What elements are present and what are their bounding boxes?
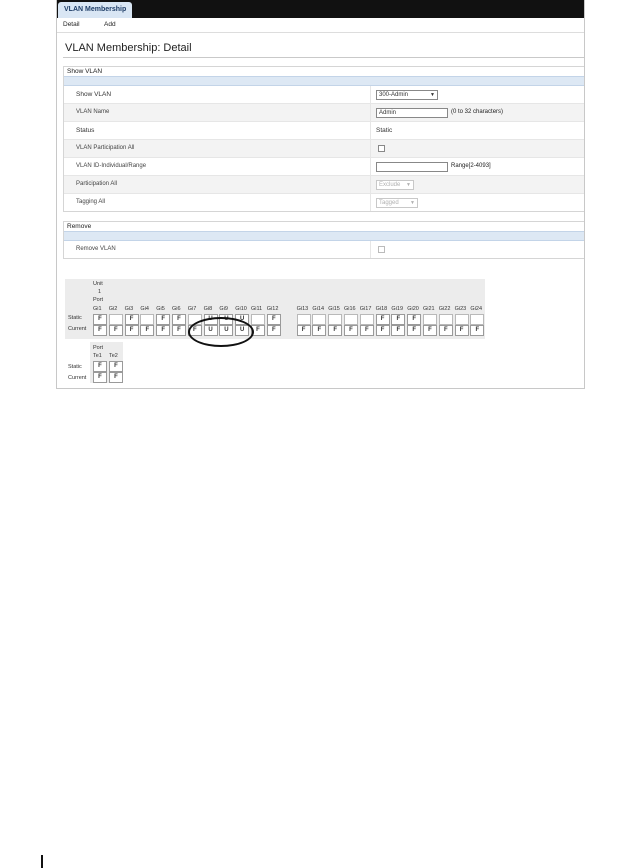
static-cell-gi23[interactable]: [455, 314, 469, 325]
port-name-gi18: Gi18: [375, 306, 388, 312]
static-cell-gi16[interactable]: [344, 314, 358, 325]
static-cell-gi4[interactable]: [140, 314, 154, 325]
static-cell-gi20[interactable]: F: [407, 314, 421, 325]
static-cell-gi1[interactable]: F: [93, 314, 107, 325]
port-name-gi8: Gi8: [203, 306, 213, 312]
subnav-detail[interactable]: Detail: [63, 21, 80, 28]
te-port-label: Port: [93, 345, 104, 351]
current-cell-gi9: U: [219, 325, 233, 336]
remove-header: Remove: [67, 223, 92, 230]
port-name-gi4: Gi4: [140, 306, 149, 312]
te-current-cell-te1: F: [93, 372, 107, 383]
row-status: [64, 122, 585, 140]
static-cell-gi15[interactable]: [328, 314, 342, 325]
show-vlan-label: Show VLAN: [76, 91, 112, 98]
current-cell-gi3: F: [125, 325, 139, 336]
port-name-gi22: Gi22: [438, 306, 451, 312]
section-band: [64, 231, 585, 241]
current-cell-gi20: F: [407, 325, 421, 336]
row-remove-vlan: [64, 241, 585, 258]
row-vlan-name: [64, 104, 585, 122]
chevron-down-icon: ▼: [410, 200, 415, 206]
static-cell-gi10[interactable]: U: [235, 314, 249, 325]
vlan-id-hint: Range[2-4093]: [451, 163, 491, 169]
highlight-annotation-ellipse: [188, 317, 254, 347]
static-cell-gi14[interactable]: [312, 314, 326, 325]
port-name-gi21: Gi21: [423, 306, 435, 312]
row-participation: [64, 176, 585, 194]
port-name-gi15: Gi15: [328, 306, 340, 312]
port-name-gi9: Gi9: [219, 306, 228, 312]
sub-navigation: [57, 18, 584, 33]
current-cell-gi18: F: [376, 325, 390, 336]
current-cell-gi15: F: [328, 325, 342, 336]
current-cell-gi8: U: [204, 325, 218, 336]
te-port-name-te2: Te2: [109, 353, 118, 359]
participation-all-label: Participation All: [76, 181, 118, 187]
remove-vlan-checkbox[interactable]: [378, 246, 385, 253]
current-cell-gi10: U: [235, 325, 249, 336]
vlan-name-input[interactable]: Admin: [376, 108, 448, 118]
current-cell-gi13: F: [297, 325, 311, 336]
title-divider: [63, 57, 584, 58]
current-cell-gi22: F: [439, 325, 453, 336]
vlan-participation-all-checkbox[interactable]: [378, 145, 385, 152]
unit-label: Unit: [93, 281, 103, 287]
static-cell-gi19[interactable]: F: [391, 314, 405, 325]
port-name-gi1: Gi1: [93, 306, 102, 312]
port-name-gi17: Gi17: [359, 306, 372, 312]
te-static-cell-te1[interactable]: F: [93, 361, 107, 372]
port-name-gi5: Gi5: [156, 306, 165, 312]
port-name-gi13: Gi13: [296, 306, 309, 312]
current-cell-gi5: F: [156, 325, 170, 336]
static-cell-gi9[interactable]: U: [219, 314, 233, 325]
static-cell-gi13[interactable]: [297, 314, 311, 325]
row-tagging: [64, 194, 585, 211]
current-cell-gi21: F: [423, 325, 437, 336]
port-name-gi16: Gi16: [344, 306, 356, 312]
te-port-name-te1: Te1: [93, 353, 102, 359]
port-name-gi7: Gi7: [187, 306, 197, 312]
current-cell-gi6: F: [172, 325, 186, 336]
current-cell-gi23: F: [455, 325, 469, 336]
row-participation-all: [64, 140, 585, 158]
port-label: Port: [93, 297, 104, 303]
vlan-name-hint: (0 to 32 characters): [451, 109, 504, 115]
current-cell-gi12: F: [267, 325, 281, 336]
te-static-cell-te2[interactable]: F: [109, 361, 123, 372]
te-static-label: Static: [68, 364, 82, 370]
static-cell-gi3[interactable]: F: [125, 314, 139, 325]
status-value: Static: [376, 127, 393, 134]
show-vlan-section: [63, 66, 585, 212]
static-cell-gi2[interactable]: [109, 314, 123, 325]
vlan-participation-all-label: VLAN Participation All: [76, 145, 135, 151]
te-current-cell-te2: F: [109, 372, 123, 383]
current-cell-gi7: F: [188, 325, 202, 336]
section-band: [64, 76, 585, 86]
current-cell-gi14: F: [312, 325, 326, 336]
static-cell-gi21[interactable]: [423, 314, 437, 325]
row-show-vlan: [64, 86, 585, 104]
subnav-add[interactable]: Add: [104, 21, 116, 28]
port-name-gi19: Gi19: [391, 306, 404, 312]
static-cell-gi17[interactable]: [360, 314, 374, 325]
static-cell-gi12[interactable]: F: [267, 314, 281, 325]
te-current-label: Current: [68, 375, 87, 381]
port-name-gi11: Gi11: [251, 306, 263, 312]
show-vlan-header: Show VLAN: [67, 68, 103, 75]
port-name-gi14: Gi14: [312, 306, 325, 312]
port-name-gi3: Gi3: [124, 306, 134, 312]
tab-vlan-membership[interactable]: VLAN Membership: [58, 2, 132, 18]
unit-value: 1: [98, 289, 102, 295]
top-tab-bar: [57, 0, 584, 18]
vlan-name-label: VLAN Name: [76, 109, 110, 115]
port-name-gi24: Gi24: [470, 306, 483, 312]
tagging-all-select[interactable]: Tagged ▼: [376, 198, 418, 208]
port-name-gi12: Gi12: [266, 306, 279, 312]
row-vlan-id: [64, 158, 585, 176]
current-cell-gi24: F: [470, 325, 484, 336]
static-label: Static: [68, 315, 82, 321]
static-cell-gi6[interactable]: F: [172, 314, 186, 325]
vlan-id-input[interactable]: [376, 162, 448, 172]
tagging-all-label: Tagging All: [76, 199, 106, 205]
static-cell-gi8[interactable]: U: [204, 314, 218, 325]
participation-all-select[interactable]: Exclude ▼: [376, 180, 414, 190]
port-name-gi23: Gi23: [454, 306, 467, 312]
current-cell-gi4: F: [140, 325, 154, 336]
show-vlan-select[interactable]: 300-Admin ▼: [376, 90, 438, 100]
port-name-gi6: Gi6: [172, 306, 181, 312]
current-cell-gi2: F: [109, 325, 123, 336]
static-cell-gi18[interactable]: F: [376, 314, 390, 325]
current-label: Current: [68, 326, 87, 332]
port-name-gi10: Gi10: [235, 306, 247, 312]
remove-vlan-label: Remove VLAN: [76, 246, 116, 252]
current-cell-gi17: F: [360, 325, 374, 336]
remove-section: [63, 221, 585, 259]
port-name-gi2: Gi2: [108, 306, 118, 312]
vlan-id-label: VLAN ID-Individual/Range: [76, 163, 147, 169]
current-cell-gi11: F: [251, 325, 265, 336]
current-cell-gi19: F: [391, 325, 405, 336]
static-cell-gi5[interactable]: F: [156, 314, 170, 325]
port-name-gi20: Gi20: [407, 306, 419, 312]
page-margin-bar: [41, 855, 43, 868]
static-cell-gi24[interactable]: [470, 314, 484, 325]
current-cell-gi16: F: [344, 325, 358, 336]
static-cell-gi11[interactable]: [251, 314, 265, 325]
current-cell-gi1: F: [93, 325, 107, 336]
chevron-down-icon: ▼: [406, 182, 411, 188]
status-label: Status: [76, 127, 95, 134]
page-title: VLAN Membership: Detail: [65, 42, 192, 54]
chevron-down-icon: ▼: [430, 92, 435, 98]
static-cell-gi22[interactable]: [439, 314, 453, 325]
vlan-membership-screenshot: [56, 0, 585, 389]
